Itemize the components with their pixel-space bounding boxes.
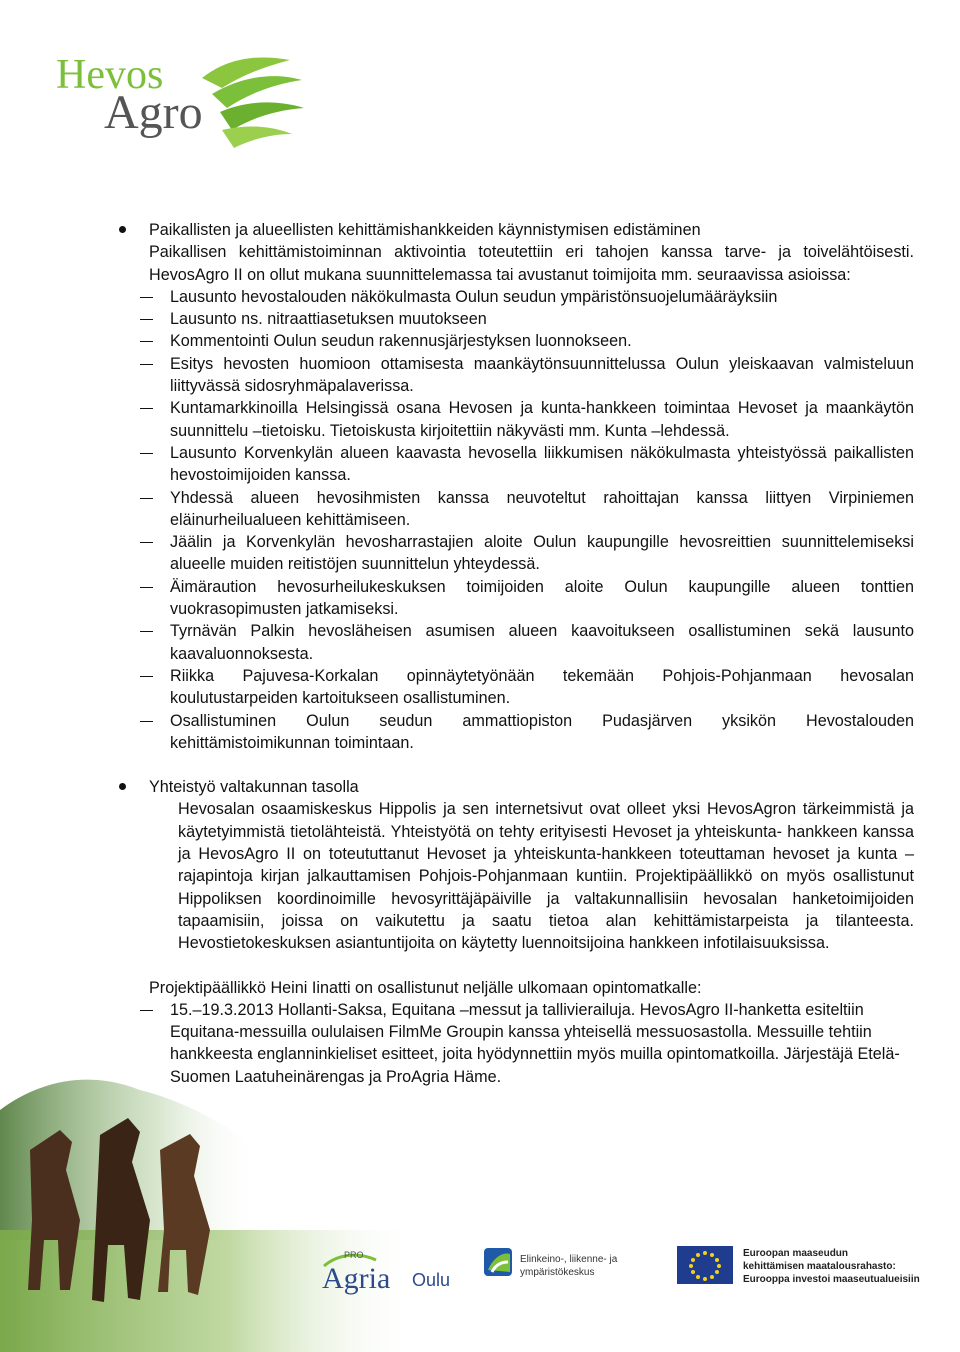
hevosagro-logo	[52, 48, 312, 158]
dash-icon	[140, 1010, 153, 1011]
list-item: Yhdessä alueen hevosihmisten kanssa neuvoteltut rahoittajan kanssa liittyen Virpiniemen eläinurheilualueen kehittämiseen.	[112, 487, 914, 532]
dash-icon	[140, 408, 153, 409]
activity-list	[112, 286, 914, 754]
document-body	[112, 219, 914, 1088]
section-heading: Yhteistyö valtakunnan tasolla	[149, 778, 359, 797]
horses-photo	[0, 1040, 420, 1352]
section-paragraph: Hevosalan osaamiskeskus Hippolis ja sen internetsivut ovat olleet yksi HevosAgron tärkeimmistä ja käytetyimmistä tietolähteistä. Yhteistyötä on tehty erityisesti Hevoset ja yhteiskunta- hankkeen kanssa ja HevosAgro II on toteututtanut Hevoset ja yhteiskunta-hankkeen toteuttaman hevoset ja kunta – rajapintoja kirjan jalkauttamisen Pohjois-Pohjanmaan kuntiin. Projektipäällikkö on myös osallistunut Hippoliksen koordinoimille hevosyrittäjäpäiville ja valtakunnallisiin hevosalan hanketoimijoiden tapaamisiin, joissa on vaikutettu ja saatu tietoa alan kehittämistarpeista ja tilanteesta. Hevostietokeskuksen asiantuntijoita on käytetty luennoitsijoina hankkeen infotilaisuuksissa.	[178, 800, 914, 953]
section-paragraph: Paikallisen kehittämistoiminnan aktivointia toteutettiin eri tahojen kanssa tarve- ja toivelähtöisesti. HevosAgro II on ollut mukana suunnittelemassa tai avustanut toimijoita mm. seuraavissa asioissa:	[149, 243, 914, 284]
trips-intro: Projektipäällikkö Heini Iinatti on osallistunut neljälle ulkomaan opintomatkalle:	[149, 978, 702, 997]
dash-icon	[140, 721, 153, 722]
section-heading: Paikallisten ja alueellisten kehittämishankkeiden käynnistymisen edistäminen	[149, 221, 701, 239]
dash-icon	[140, 587, 153, 588]
dash-icon	[140, 676, 153, 677]
svg-text:Euroopan maaseudun: Euroopan maaseudun	[743, 1248, 849, 1259]
list-item: Jäälin ja Korvenkylän hevosharrastajien aloite Oulun kaupungille hevosreittien suunnittelemiseksi alueelle muiden reitistöjen suunnittelun yhteydessä.	[112, 531, 914, 576]
svg-text:Agro: Agro	[104, 86, 203, 139]
list-item: Lausunto hevostalouden näkökulmasta Oulun seudun ympäristönsuojelumääräyksiin	[112, 286, 914, 308]
section-local-development	[112, 219, 914, 286]
bullet-icon	[119, 226, 126, 233]
list-item: 15.–19.3.2013 Hollanti-Saksa, Equitana –messut ja tallivierailuja. HevosAgro II-hanketta esiteltiin Equitana-messuilla oululaisen FilmMe Groupin kanssa yhteisellä messuosastolla. Messuille tehtiin hankkeesta englanninkieliset esitteet, joita hyödynnettiin myös muilla opintomatkoilla. Järjestäjä Etelä-Suomen Laatuheinärengas ja ProAgria Häme.	[112, 999, 914, 1088]
svg-text:ympäristökeskus: ympäristökeskus	[520, 1267, 595, 1278]
proagria-oulu-logo	[318, 1246, 468, 1296]
svg-text:PRO: PRO	[344, 1250, 364, 1260]
list-item: Lausunto ns. nitraattiasetuksen muutokseen	[112, 308, 914, 330]
bullet-icon	[119, 783, 126, 790]
section-national-cooperation	[112, 776, 914, 798]
dash-icon	[140, 341, 153, 342]
dash-icon	[140, 364, 153, 365]
ely-keskus-logo	[484, 1246, 644, 1288]
dash-icon	[140, 498, 153, 499]
dash-icon	[140, 297, 153, 298]
dash-icon	[140, 319, 153, 320]
list-item: Lausunto Korvenkylän alueen kaavasta hevosella liikkumisen näkökulmasta yhteistyössä paikallisten hevostoimijoiden kanssa.	[112, 442, 914, 487]
dash-icon	[140, 542, 153, 543]
svg-text:Elinkeino-, liikenne- ja: Elinkeino-, liikenne- ja	[520, 1254, 618, 1265]
list-item: Kuntamarkkinoilla Helsingissä osana Hevosen ja kunta-hankkeen toimintaa Hevoset ja maankäytön suunnittelu –tietoisku. Tietoiskusta kirjoitettiin näkyvästi mm. Kunta –lehdessä.	[112, 397, 914, 442]
list-item: Kommentointi Oulun seudun rakennusjärjestyksen luonnokseen.	[112, 330, 914, 352]
svg-text:Eurooppa investoi maaseutualue: Eurooppa investoi maaseutualueisiin	[743, 1274, 920, 1285]
svg-text:kehittämisen maatalousrahasto:: kehittämisen maatalousrahasto:	[743, 1261, 896, 1272]
eu-rural-fund-logo	[677, 1244, 933, 1288]
list-item: Osallistuminen Oulun seudun ammattiopiston Pudasjärven yksikön Hevostalouden kehittämistoimikunnan toimintaan.	[112, 710, 914, 755]
svg-text:Oulu: Oulu	[412, 1270, 451, 1290]
list-item: Tyrnävän Palkin hevosläheisen asumisen alueen kaavoitukseen osallistuminen sekä lausunto kaavaluonnoksesta.	[112, 620, 914, 665]
list-item: Esitys hevosten huomioon ottamisesta maankäytönsuunnittelussa Oulun yleiskaavan valmisteluun liittyvässä sidosryhmäpalaverissa.	[112, 353, 914, 398]
svg-text:Hevos: Hevos	[56, 52, 164, 98]
dash-icon	[140, 453, 153, 454]
svg-text:Agria: Agria	[322, 1262, 391, 1295]
list-item: Äimäraution hevosurheilukeskuksen toimijoiden aloite Oulun kaupungille alueen tonttien vuokrasopimusten jatkamiseksi.	[112, 576, 914, 621]
dash-icon	[140, 631, 153, 632]
list-item: Riikka Pajuvesa-Korkalan opinnäytetyönään tekemään Pohjois-Pohjanmaan hevosalan koulutustarpeiden kartoitukseen osallistuminen.	[112, 665, 914, 710]
